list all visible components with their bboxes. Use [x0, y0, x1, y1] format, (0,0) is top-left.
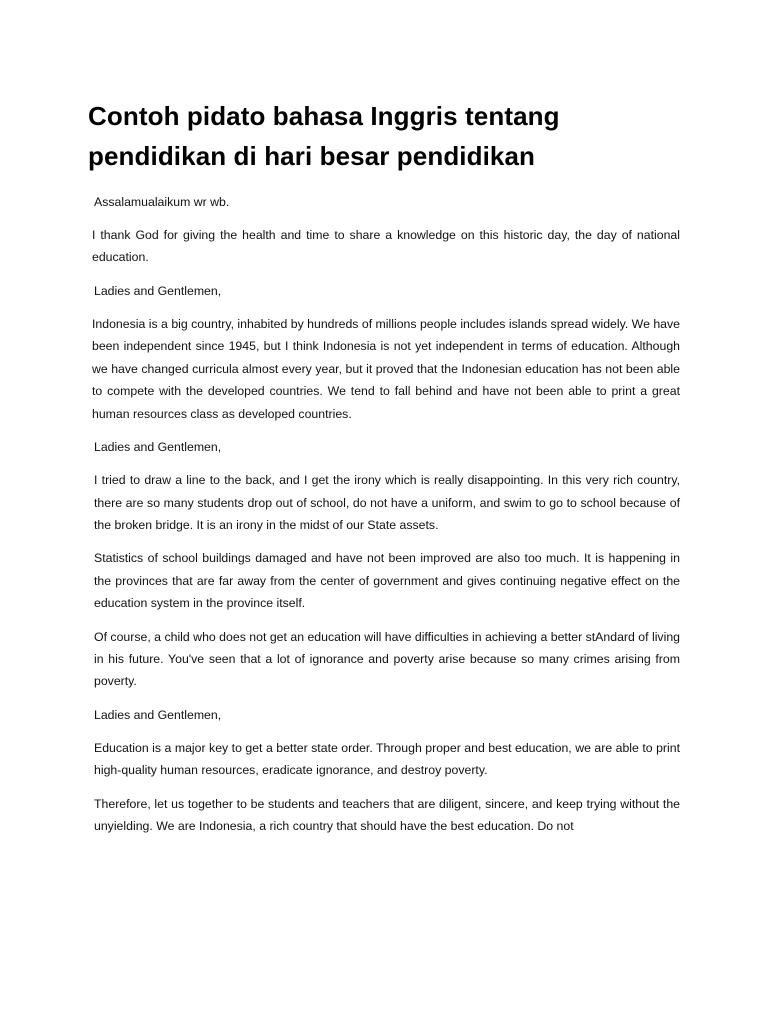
paragraph-thanks: I thank God for giving the health and time to share a knowledge on this historic day, the day of national education.	[92, 227, 680, 265]
paragraph-address-1: Ladies and Gentlemen,	[94, 283, 222, 298]
paragraph-irony: I tried to draw a line to the back, and I get the irony which is really disappointing. In this very rich country, there are so many students drop out of school, do not have a uniform, and swim to go to school because of the broken bridge. It is an irony in the midst of our State assets.	[94, 473, 680, 533]
paragraph-consequences: Of course, a child who does not get an education will have difficulties in achieving a better stAndard of living in his future. You've seen that a lot of ignorance and poverty arise because so many crimes arising from poverty.	[94, 629, 680, 689]
paragraph-indonesia-overview: Indonesia is a big country, inhabited by hundreds of millions people includes islands spread widely. We have been independent since 1945, but I think Indonesia is not yet independent in terms of education. Although we have changed curricula almost every year, but it proved that the Indonesian education has not been able to compete with the developed countries. We tend to fall behind and have not been able to print a great human resources class as developed countries.	[92, 317, 680, 421]
page-title-line-2: pendidikan di hari besar pendidikan	[88, 141, 536, 172]
paragraph-greeting: Assalamualaikum wr wb.	[94, 194, 230, 209]
page-title	[88, 96, 680, 177]
page-title-line-1: Contoh pidato bahasa Inggris tentang	[88, 101, 560, 131]
paragraph-address-2: Ladies and Gentlemen,	[94, 439, 222, 454]
paragraph-statistics: Statistics of school buildings damaged and have not been improved are also too much. It is happening in the provinces that are far away from the center of government and gives continuing negative effect on the education system in the province itself.	[94, 551, 680, 611]
paragraph-address-3: Ladies and Gentlemen,	[94, 707, 222, 722]
paragraph-education-key: Education is a major key to get a better state order. Through proper and best education, we are able to print high-quality human resources, eradicate ignorance, and destroy poverty.	[94, 741, 680, 778]
paragraph-closing: Therefore, let us together to be students and teachers that are diligent, sincere, and keep trying without the unyielding. We are Indonesia, a rich country that should have the best education. Do not	[94, 796, 680, 834]
